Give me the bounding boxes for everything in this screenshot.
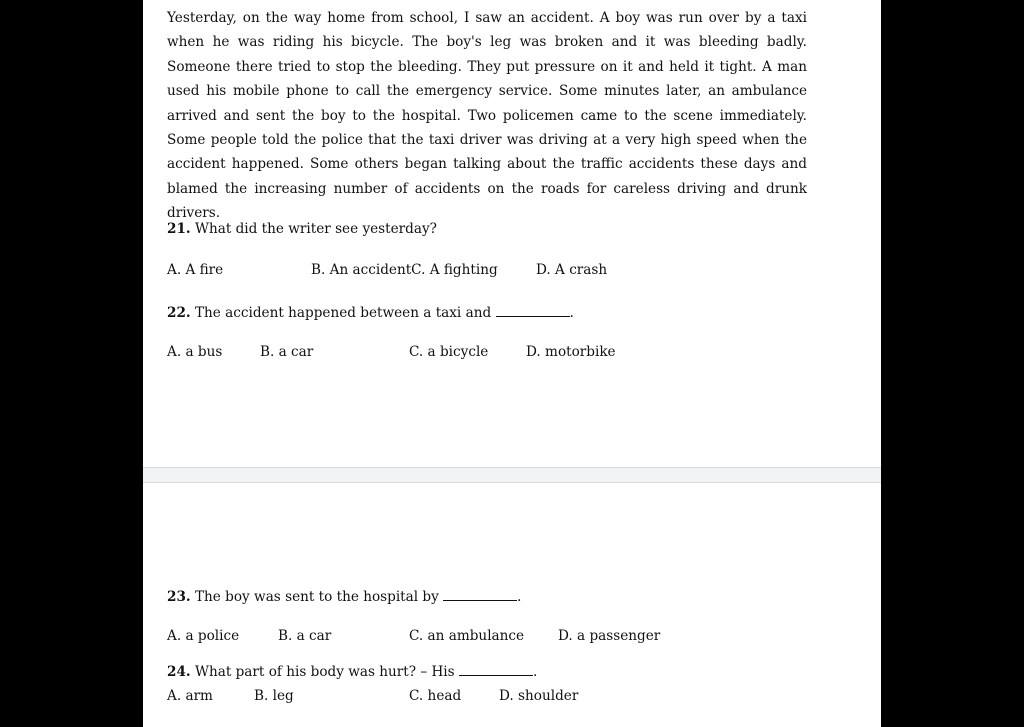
option-23-d[interactable]: D. a passenger [558, 628, 661, 644]
question-21 [167, 221, 437, 237]
question-number: 24. [167, 664, 191, 680]
option-22-d[interactable]: D. motorbike [526, 344, 616, 360]
option-21-b[interactable]: B. An accidentC. A fighting [311, 262, 498, 278]
question-22: 22. The accident happened between a taxi and . [167, 305, 574, 321]
page-separator [143, 467, 881, 483]
document-page-1 [143, 0, 881, 467]
question-number: 23. [167, 589, 191, 605]
option-23-b[interactable]: B. a car [278, 628, 332, 644]
option-24-a[interactable]: A. arm [167, 688, 213, 704]
option-24-b[interactable]: B. leg [254, 688, 294, 704]
question-text: The boy was sent to the hospital by [194, 589, 439, 605]
question-23: 23. The boy was sent to the hospital by . [167, 589, 522, 605]
question-text: What did the writer see yesterday? [194, 221, 437, 237]
question-number: 22. [167, 305, 191, 321]
reading-passage: Yesterday, on the way home from school, I saw an accident. A boy was run over by a taxi when he was riding his bicycle. The boy's leg was broken and it was bleeding badly. Someone there tried to stop the bleeding. They put pressure on it and held it tight. A man used his mobile phone to call the emergency service. Some minutes later, an ambulance arrived and sent the boy to the hospital. Two policemen came to the scene immediately. Some people told the police that the taxi driver was driving at a very high speed when the accident happened. Some others began talking about the traffic accidents these days and blamed the increasing number of accidents on the roads for careless driving and drunk drivers. [167, 10, 807, 222]
question-text: The accident happened between a taxi and [194, 305, 492, 321]
option-22-c[interactable]: C. a bicycle [409, 344, 489, 360]
option-22-a[interactable]: A. a bus [167, 344, 223, 360]
option-24-c[interactable]: C. head [409, 688, 462, 704]
option-24-d[interactable]: D. shoulder [499, 688, 579, 704]
option-21-d[interactable]: D. A crash [536, 262, 608, 278]
answer-blank [459, 663, 533, 676]
question-number: 21. [167, 221, 191, 237]
question-24: 24. What part of his body was hurt? – His . [167, 664, 538, 680]
answer-blank [443, 588, 517, 601]
document-page-2 [143, 483, 881, 727]
answer-blank [496, 304, 570, 317]
question-text: What part of his body was hurt? – His [194, 664, 455, 680]
option-23-a[interactable]: A. a police [167, 628, 240, 644]
option-21-a[interactable]: A. A fire [167, 262, 224, 278]
option-22-b[interactable]: B. a car [260, 344, 314, 360]
option-23-c[interactable]: C. an ambulance [409, 628, 525, 644]
